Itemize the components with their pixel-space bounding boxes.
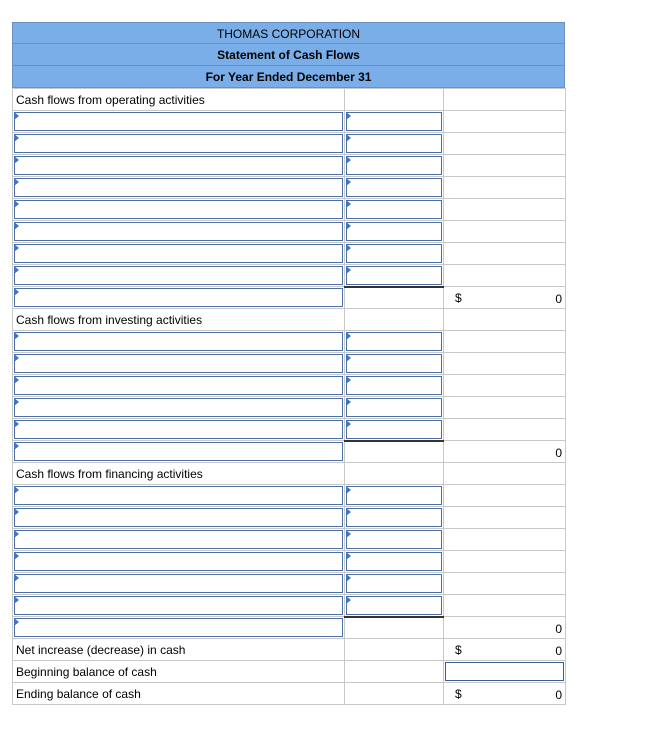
description-cell[interactable]: [13, 177, 345, 199]
dropdown-arrow-icon[interactable]: [14, 552, 19, 560]
description-dropdown[interactable]: [14, 376, 343, 395]
currency-symbol: $: [455, 643, 462, 657]
financing-entry-row: [13, 573, 566, 595]
amount-cell[interactable]: [345, 375, 444, 397]
empty-total-cell: [444, 309, 566, 331]
dropdown-arrow-icon[interactable]: [14, 200, 19, 208]
total-cell: [444, 111, 566, 133]
description-dropdown[interactable]: [14, 288, 343, 307]
description-cell[interactable]: [13, 287, 345, 309]
description-cell[interactable]: [13, 485, 345, 507]
operating-entry-row: [13, 199, 566, 221]
section-title-cell: [13, 309, 345, 331]
total-cell: [444, 155, 566, 177]
total-cell: [444, 397, 566, 419]
amount-input[interactable]: [346, 332, 442, 351]
section-title-cell: [13, 463, 345, 485]
dropdown-arrow-icon[interactable]: [14, 376, 19, 384]
total-cell: [444, 441, 566, 463]
total-cell: [444, 573, 566, 595]
ending-balance-cell: [444, 683, 566, 705]
cash-flow-worksheet: [12, 22, 565, 705]
amount-cell[interactable]: [345, 155, 444, 177]
dropdown-arrow-icon[interactable]: [14, 156, 19, 164]
dropdown-arrow-icon[interactable]: [14, 178, 19, 186]
dropdown-arrow-icon[interactable]: [346, 134, 351, 142]
amount-cell[interactable]: [345, 265, 444, 287]
dropdown-arrow-icon[interactable]: [346, 222, 351, 230]
dropdown-arrow-icon[interactable]: [346, 200, 351, 208]
total-cell: [444, 353, 566, 375]
section-title: Cash flows from operating activities: [16, 92, 205, 107]
amount-cell[interactable]: [345, 331, 444, 353]
ending-label-cell: [13, 683, 345, 705]
description-dropdown[interactable]: [14, 354, 343, 373]
total-cell: [444, 419, 566, 441]
investing-entry-row: [13, 397, 566, 419]
dropdown-arrow-icon[interactable]: [14, 618, 19, 626]
empty-amount-cell: [345, 89, 444, 111]
dropdown-arrow-icon[interactable]: [346, 552, 351, 560]
dropdown-arrow-icon[interactable]: [346, 376, 351, 384]
dropdown-arrow-icon[interactable]: [346, 574, 351, 582]
amount-cell[interactable]: [345, 595, 444, 617]
total-cell: [444, 221, 566, 243]
amount-input[interactable]: [346, 376, 442, 395]
description-cell[interactable]: [13, 441, 345, 463]
amount-cell[interactable]: [345, 507, 444, 529]
net-increase-label: Net increase (decrease) in cash: [16, 642, 186, 657]
beginning-balance-row: [13, 661, 566, 683]
empty-amount-cell: [345, 463, 444, 485]
dropdown-arrow-icon[interactable]: [346, 486, 351, 494]
description-dropdown[interactable]: [14, 332, 343, 351]
description-cell[interactable]: [13, 221, 345, 243]
dropdown-arrow-icon[interactable]: [14, 420, 19, 428]
dropdown-arrow-icon[interactable]: [14, 266, 19, 274]
amount-cell: [345, 617, 444, 639]
total-cell: [444, 177, 566, 199]
amount-input[interactable]: [346, 530, 442, 549]
amount-cell: [345, 639, 444, 661]
dropdown-arrow-icon[interactable]: [346, 112, 351, 120]
dropdown-arrow-icon[interactable]: [14, 112, 19, 120]
section-total-value: 0: [555, 446, 562, 460]
investing-entry-row: [13, 353, 566, 375]
section-title: Cash flows from financing activities: [16, 466, 203, 481]
beginning-label-cell: [13, 661, 345, 683]
amount-input[interactable]: [346, 266, 442, 285]
operating-section-title-row: [13, 89, 566, 111]
amount-cell[interactable]: [345, 485, 444, 507]
empty-total-cell: [444, 89, 566, 111]
amount-input[interactable]: [346, 244, 442, 263]
operating-entry-row: [13, 155, 566, 177]
dropdown-arrow-icon[interactable]: [14, 442, 19, 450]
amount-input[interactable]: [346, 486, 442, 505]
net-increase-label-cell: [13, 639, 345, 661]
dropdown-arrow-icon[interactable]: [14, 574, 19, 582]
amount-input[interactable]: [346, 178, 442, 197]
ending-balance-row: [13, 683, 566, 705]
dropdown-arrow-icon[interactable]: [346, 508, 351, 516]
dropdown-arrow-icon[interactable]: [14, 244, 19, 252]
dropdown-arrow-icon[interactable]: [346, 156, 351, 164]
total-cell: [444, 595, 566, 617]
operating-entry-row: [13, 133, 566, 155]
section-title: Cash flows from investing activities: [16, 312, 203, 327]
amount-input[interactable]: [346, 222, 442, 241]
investing-entry-row: [13, 419, 566, 441]
description-dropdown[interactable]: [14, 486, 343, 505]
total-cell: [444, 265, 566, 287]
description-cell[interactable]: [13, 397, 345, 419]
ending-balance-label: Ending balance of cash: [16, 686, 141, 701]
amount-input[interactable]: [346, 596, 442, 615]
amount-cell[interactable]: [345, 221, 444, 243]
section-total-value: 0: [555, 292, 562, 306]
total-cell: [444, 199, 566, 221]
statement-title-header: Statement of Cash Flows: [12, 44, 565, 66]
description-cell[interactable]: [13, 199, 345, 221]
description-dropdown[interactable]: [14, 574, 343, 593]
financing-entry-row: [13, 485, 566, 507]
beginning-balance-label: Beginning balance of cash: [16, 664, 157, 679]
total-cell: [444, 617, 566, 639]
total-cell: [444, 375, 566, 397]
description-cell[interactable]: [13, 551, 345, 573]
beginning-balance-cell[interactable]: [444, 661, 566, 683]
description-dropdown[interactable]: [14, 530, 343, 549]
dropdown-arrow-icon[interactable]: [346, 266, 351, 274]
amount-cell[interactable]: [345, 397, 444, 419]
operating-entry-row: [13, 243, 566, 265]
amount-cell[interactable]: [345, 133, 444, 155]
ending-balance-value: 0: [555, 688, 562, 702]
amount-cell[interactable]: [345, 419, 444, 441]
dropdown-arrow-icon[interactable]: [14, 596, 19, 604]
description-dropdown[interactable]: [14, 178, 343, 197]
operating-entry-row: [13, 111, 566, 133]
description-dropdown[interactable]: [14, 420, 343, 439]
total-cell: [444, 551, 566, 573]
description-dropdown[interactable]: [14, 200, 343, 219]
description-cell[interactable]: [13, 507, 345, 529]
empty-amount-cell: [345, 309, 444, 331]
net-increase-value: 0: [555, 644, 562, 658]
operating-entry-row: [13, 177, 566, 199]
amount-cell[interactable]: [345, 551, 444, 573]
amount-input[interactable]: [346, 134, 442, 153]
amount-input[interactable]: [346, 200, 442, 219]
dropdown-arrow-icon[interactable]: [346, 596, 351, 604]
description-dropdown[interactable]: [14, 596, 343, 615]
amount-input[interactable]: [346, 354, 442, 373]
financing-entry-row: [13, 507, 566, 529]
total-cell: [444, 287, 566, 309]
financing-entry-row: [13, 529, 566, 551]
description-cell[interactable]: [13, 353, 345, 375]
description-cell[interactable]: [13, 419, 345, 441]
dropdown-arrow-icon[interactable]: [14, 486, 19, 494]
amount-input[interactable]: [346, 552, 442, 571]
amount-cell: [345, 287, 444, 309]
amount-cell[interactable]: [345, 243, 444, 265]
description-dropdown[interactable]: [14, 266, 343, 285]
financing-total-row: [13, 617, 566, 639]
amount-input[interactable]: [346, 398, 442, 417]
amount-input[interactable]: [346, 156, 442, 175]
description-cell[interactable]: [13, 331, 345, 353]
investing-entry-row: [13, 375, 566, 397]
financing-entry-row: [13, 551, 566, 573]
amount-input[interactable]: [346, 574, 442, 593]
operating-entry-row: [13, 221, 566, 243]
description-dropdown[interactable]: [14, 112, 343, 131]
period-header: For Year Ended December 31: [12, 66, 565, 88]
company-name-header: THOMAS CORPORATION: [12, 22, 565, 44]
amount-input[interactable]: [346, 112, 442, 131]
description-dropdown[interactable]: [14, 134, 343, 153]
dropdown-arrow-icon[interactable]: [346, 178, 351, 186]
financing-entry-row: [13, 595, 566, 617]
total-cell: [444, 507, 566, 529]
currency-symbol: $: [455, 687, 462, 701]
description-dropdown[interactable]: [14, 244, 343, 263]
dropdown-arrow-icon[interactable]: [14, 332, 19, 340]
section-title-cell: [13, 89, 345, 111]
amount-cell[interactable]: [345, 353, 444, 375]
description-cell[interactable]: [13, 573, 345, 595]
dropdown-arrow-icon[interactable]: [14, 222, 19, 230]
net-increase-total-cell: [444, 639, 566, 661]
description-dropdown[interactable]: [14, 222, 343, 241]
dropdown-arrow-icon[interactable]: [14, 134, 19, 142]
description-dropdown[interactable]: [14, 618, 343, 637]
total-cell: [444, 485, 566, 507]
dropdown-arrow-icon[interactable]: [346, 244, 351, 252]
description-dropdown[interactable]: [14, 398, 343, 417]
investing-section-title-row: [13, 309, 566, 331]
description-cell[interactable]: [13, 375, 345, 397]
description-cell[interactable]: [13, 155, 345, 177]
net-increase-row: [13, 639, 566, 661]
description-dropdown[interactable]: [14, 156, 343, 175]
dropdown-arrow-icon[interactable]: [346, 332, 351, 340]
investing-entry-row: [13, 331, 566, 353]
description-cell[interactable]: [13, 243, 345, 265]
amount-cell[interactable]: [345, 573, 444, 595]
empty-total-cell: [444, 463, 566, 485]
amount-cell: [345, 661, 444, 683]
description-cell[interactable]: [13, 111, 345, 133]
description-cell[interactable]: [13, 265, 345, 287]
section-total-value: 0: [555, 622, 562, 636]
cash-flow-table: [12, 88, 566, 705]
total-cell: [444, 529, 566, 551]
dropdown-arrow-icon[interactable]: [346, 354, 351, 362]
description-dropdown[interactable]: [14, 508, 343, 527]
description-cell[interactable]: [13, 617, 345, 639]
dropdown-arrow-icon[interactable]: [14, 354, 19, 362]
total-cell: [444, 243, 566, 265]
dropdown-arrow-icon[interactable]: [346, 530, 351, 538]
investing-total-row: [13, 441, 566, 463]
amount-input[interactable]: [346, 508, 442, 527]
financing-section-title-row: [13, 463, 566, 485]
amount-cell[interactable]: [345, 529, 444, 551]
amount-cell[interactable]: [345, 177, 444, 199]
dropdown-arrow-icon[interactable]: [14, 530, 19, 538]
total-cell: [444, 331, 566, 353]
amount-cell[interactable]: [345, 111, 444, 133]
dropdown-arrow-icon[interactable]: [346, 398, 351, 406]
dropdown-arrow-icon[interactable]: [14, 398, 19, 406]
description-cell[interactable]: [13, 529, 345, 551]
operating-total-row: [13, 287, 566, 309]
currency-symbol: $: [455, 291, 462, 305]
description-cell[interactable]: [13, 133, 345, 155]
beginning-balance-input[interactable]: [445, 662, 564, 681]
operating-entry-row: [13, 265, 566, 287]
total-cell: [444, 133, 566, 155]
amount-cell: [345, 683, 444, 705]
dropdown-arrow-icon[interactable]: [14, 508, 19, 516]
description-cell[interactable]: [13, 595, 345, 617]
description-dropdown[interactable]: [14, 552, 343, 571]
amount-input[interactable]: [346, 420, 442, 439]
dropdown-arrow-icon[interactable]: [14, 288, 19, 296]
dropdown-arrow-icon[interactable]: [346, 420, 351, 428]
description-dropdown[interactable]: [14, 442, 343, 461]
amount-cell[interactable]: [345, 199, 444, 221]
amount-cell: [345, 441, 444, 463]
